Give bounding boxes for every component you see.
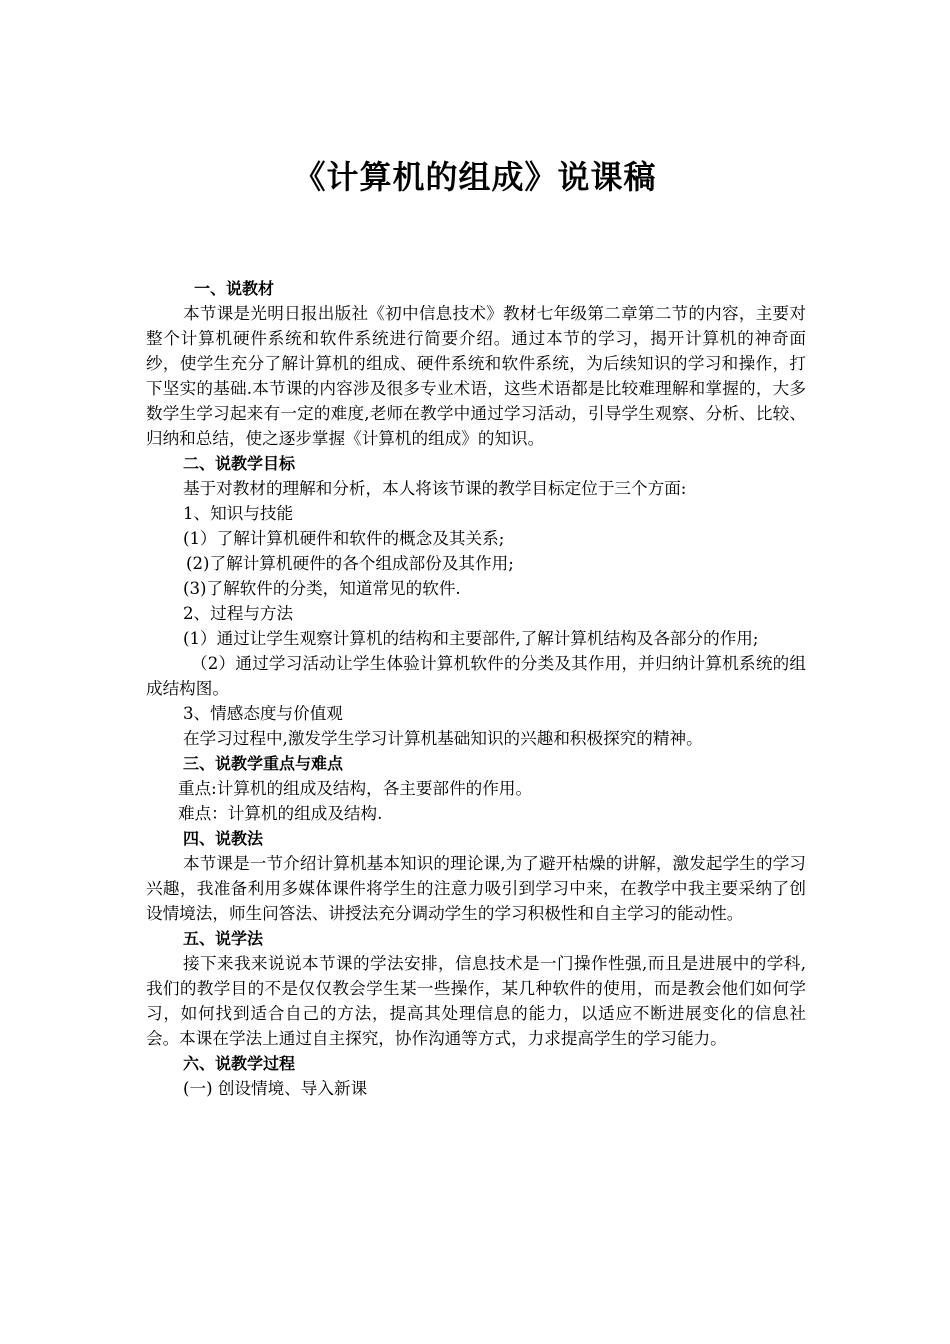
- list-item-knowledge-2: (2)了解计算机硬件的各个组成部份及其作用;: [186, 554, 514, 573]
- section-heading-learning-method: 五、说学法: [183, 929, 264, 948]
- list-item-process-1: (1）通过让学生观察计算机的结构和主要部件,了解计算机结构及各部分的作用;: [183, 629, 759, 648]
- section-heading-key-points: 三、说教学重点与难点: [183, 754, 344, 773]
- document-title: 《计算机的组成》说课稿: [293, 158, 657, 196]
- paragraph-learning-method: 接下来我来说说本节课的学法安排，信息技术是一门操作性强,而且是进展中的学科,我们的教学目的不是仅仅教会学生某一些操作，某几种软件的使用，而是教会他们如何学习，如何找到适合自己的方法，提高其处理信息的能力，以适应不断进展变化的信息社会。本课在学法上通过自主探究，协作沟通等方式，力求提高学生的学习能力。: [146, 954, 806, 1048]
- list-item-knowledge-1: (1）了解计算机硬件和软件的概念及其关系;: [183, 529, 505, 548]
- paragraph-goals-intro: 基于对教材的理解和分析，本人将该节课的教学目标定位于三个方面:: [183, 479, 687, 498]
- paragraph-textbook: 本节课是光明日报出版社《初中信息技术》教材七年级第二章第二节的内容，主要对整个计算机硬件系统和软件系统进行简要介绍。通过本节的学习，揭开计算机的神奇面纱，使学生充分了解计算机的组成、硬件系统和软件系统，为后续知识的学习和操作，打下坚实的基础.本节课的内容涉及很多专业术语，这些术语都是比较难理解和掌握的，大多数学生学习起来有一定的难度,老师在教学中通过学习活动，引导学生观察、分析、比较、归纳和总结，使之逐步掌握《计算机的组成》的知识。: [146, 304, 806, 448]
- subheading-create-scenario: (一) 创设情境、导入新课: [183, 1079, 368, 1098]
- document-body: [146, 276, 806, 1101]
- section-heading-teaching-method: 四、说教法: [183, 829, 264, 848]
- section-heading-teaching-goals: 二、说教学目标: [183, 454, 296, 473]
- paragraph-teaching-method: 本节课是一节介绍计算机基本知识的理论课,为了避开枯燥的讲解，激发起学生的学习兴趣，我准备利用多媒体课件将学生的注意力吸引到学习中来，在教学中我主要采纳了创设情境法，师生问答法、讲授法充分调动学生的学习积极性和自主学习的能动性。: [146, 854, 806, 923]
- paragraph-difficult-point: 难点：计算机的组成及结构.: [178, 804, 383, 823]
- list-item-knowledge-3: (3)了解软件的分类，知道常见的软件.: [183, 579, 461, 598]
- section-heading-teaching-process: 六、说教学过程: [183, 1054, 296, 1073]
- subheading-emotion-values: 3、情感态度与价值观: [183, 704, 343, 723]
- subheading-knowledge-skills: 1、知识与技能: [183, 504, 294, 523]
- section-heading-textbook: 一、说教材: [194, 279, 275, 298]
- paragraph-key-point: 重点:计算机的组成及结构，各主要部件的作用。: [178, 779, 533, 798]
- paragraph-emotion-values: 在学习过程中,激发学生学习计算机基础知识的兴趣和积极探究的精神。: [183, 729, 703, 748]
- subheading-process-method: 2、过程与方法: [183, 604, 294, 623]
- list-item-process-2: （2）通过学习活动让学生体验计算机软件的分类及其作用，并归纳计算机系统的组成结构图。: [146, 654, 806, 698]
